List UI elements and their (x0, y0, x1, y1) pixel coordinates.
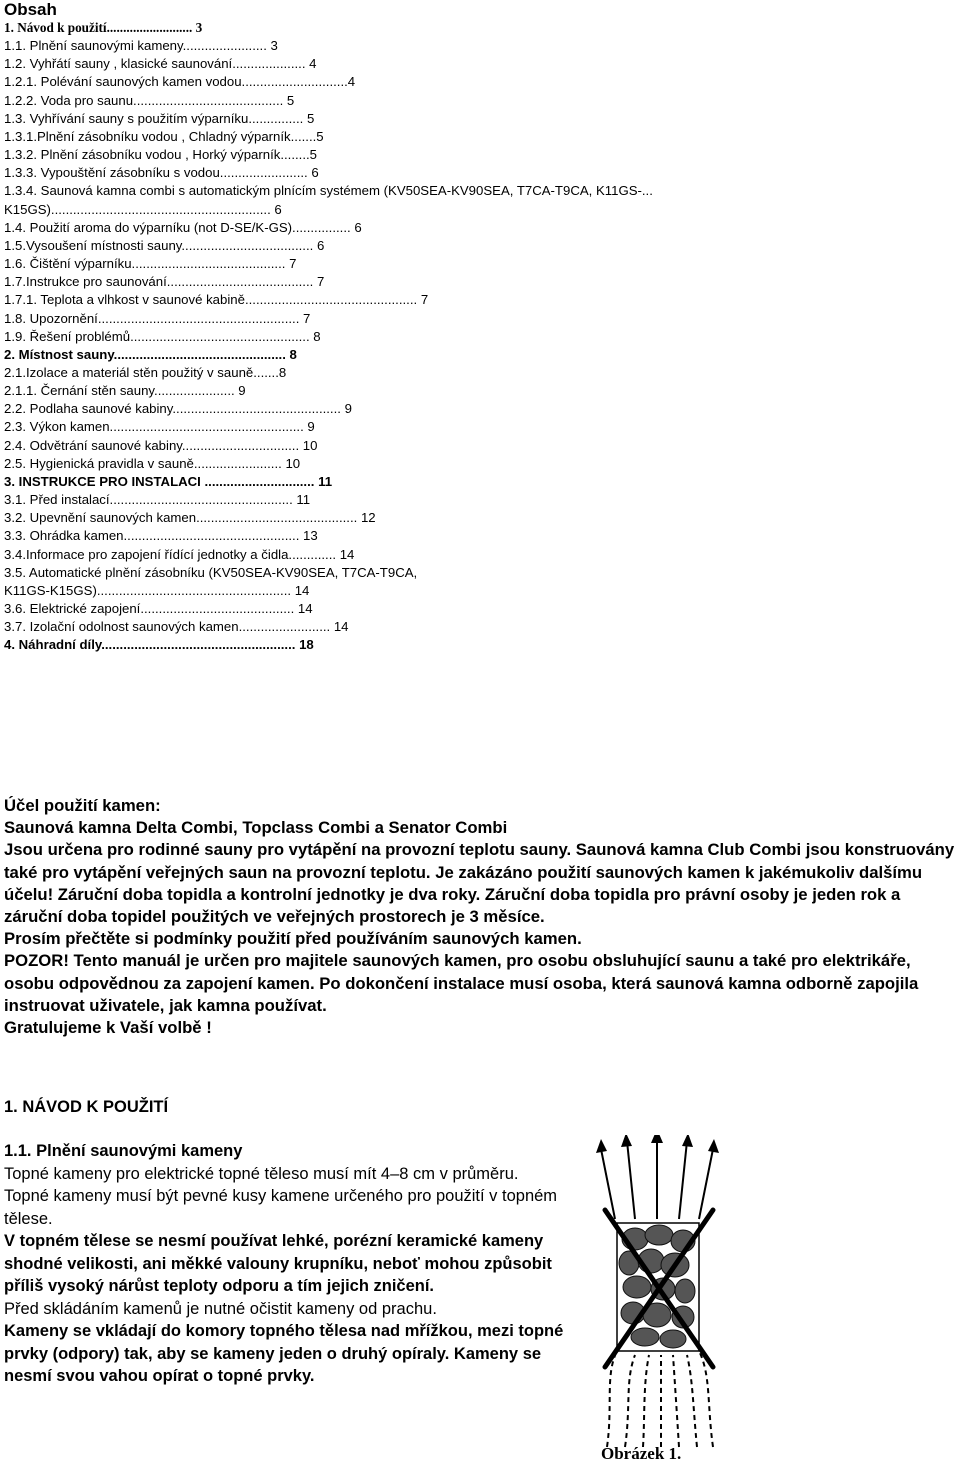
toc-entry: K11GS-K15GS)..................................................... 14 (4, 582, 310, 598)
placement-paragraph: Kameny se vkládají do komory topného tělesa nad mřížkou, mezi topné prvky (odpory) tak, aby se kameny jeden o druhý opíraly. Kameny se nesmí svou vahou opírat o topné prvky. (4, 1322, 564, 1385)
cleaning-paragraph: Před skládáním kamenů je nutné očistit kameny od prachu. (4, 1299, 437, 1318)
forbidden-stones-paragraph: V topném tělese se nesmí používat lehké, porézní keramické kameny shodné velikosti, ani měkké valouny krupníku, neboť mohou způsobit příliš vysoký nárůst teploty odporu a tím jejich zničení. (4, 1232, 552, 1295)
intro-purpose-paragraph: Jsou určena pro rodinné sauny pro vytápění na provozní teplotu sauny. Saunová kamna Club Combi jsou konstruovány také pro vytápění veřejných saun na provozní teplotu. Je zakázáno použití saunových kamen k jakémukoliv dalšímu účelu! Záruční doba topidla a kontrolní jednotky je dva roky. Záruční doba topidla pro právní osoby je jeden rok a záruční doba topidel použitých ve veřejných prostorech je 3 měsíce. (4, 840, 955, 927)
toc-entry: 4. Náhradní díly..................................................... 18 (4, 637, 314, 653)
toc-entry: 1.3.3. Vypouštění zásobníku s vodou........................ 6 (4, 165, 319, 181)
intro-read-conditions: Prosím přečtěte si podmínky použití před používáním saunových kamen. (4, 929, 582, 949)
toc-entry: 1.4. Použití aroma do výparníku (not D-SE/K-GS)................ 6 (4, 219, 362, 235)
intro-product-line: Saunová kamna Delta Combi, Topclass Combi a Senator Combi (4, 818, 508, 838)
toc-entry: 3.6. Elektrické zapojení.......................................... 14 (4, 601, 313, 616)
toc-entry: 3.3. Ohrádka kamen................................................ 13 (4, 528, 318, 544)
figure-caption: Obrázek 1. (601, 1444, 682, 1463)
toc-entry: 1.3.1.Plnění zásobníku vodou , Chladný výparník.......5 (4, 128, 324, 144)
toc-entry: 1.9. Řešení problémů................................................. 8 (4, 328, 321, 344)
toc-title: Obsah (4, 0, 57, 19)
toc-entry: 1.2.2. Voda pro saunu......................................... 5 (4, 92, 295, 108)
toc-entry: 1. Návod k použití.......................... 3 (4, 20, 203, 35)
intro-warning-paragraph: POZOR! Tento manuál je určen pro majitele saunových kamen, pro osobu obsluhující saunu a také pro elektrikáře, osobu odpovědnou za zapojení kamen. Po dokončení instalace musí osoba, která saunová kamna odborně zapojila instruovat uživatele, jak kamna používat. (4, 951, 919, 1015)
toc-entry: 1.5.Vysoušení místnosti sauny.................................... 6 (4, 237, 325, 253)
toc-entry: 2.4. Odvětrání saunové kabiny................................ 10 (4, 437, 318, 453)
section-body (4, 1140, 564, 1388)
toc-entry: 1.3.4. Saunová kamna combi s automatickým plnícím systémem (KV50SEA-KV90SEA, T7CA-T9CA, K11GS-... (4, 183, 653, 199)
toc-entry: 3.1. Před instalací.................................................. 11 (4, 492, 311, 508)
toc-entry: K15GS)............................................................ 6 (4, 201, 282, 217)
toc-entry: 2.5. Hygienická pravidla v sauně........................ 10 (4, 455, 301, 471)
subsection-title: 1.1. Plnění saunovými kameny (4, 1142, 243, 1160)
stone-size-paragraph: Topné kameny pro elektrické topné těleso musí mít 4–8 cm v průměru. Topné kameny musí být pevné kusy kamene určeného pro použití v topném tělese. (4, 1164, 558, 1228)
toc-entry: 2.2. Podlaha saunové kabiny.............................................. 9 (4, 401, 352, 417)
toc-entry: 3. INSTRUKCE PRO INSTALACI .............................. 11 (4, 473, 333, 489)
intro-congratulations: Gratulujeme k Vaší volbě ! (4, 1018, 212, 1038)
toc-entry: 1.3.2. Plnění zásobníku vodou , Horký výparník........5 (4, 147, 318, 163)
crossed-out-stone-heater-icon (595, 1135, 720, 1450)
toc-entry: 1.1. Plnění saunovými kameny....................... 3 (4, 38, 278, 54)
toc-entry: 1.7.Instrukce pro saunování........................................ 7 (4, 274, 325, 290)
section-title: 1. NÁVOD K POUŽITÍ (4, 1098, 169, 1116)
intro-section (4, 795, 956, 1039)
intro-heading: Účel použití kamen: (4, 796, 161, 815)
toc-entry: 1.7.1. Teplota a vlhkost v saunové kabině............................................... 7 (4, 292, 429, 308)
toc-entry: 1.6. Čištění výparníku.......................................... 7 (4, 256, 297, 272)
toc-entry: 3.2. Upevnění saunových kamen............................................ 12 (4, 510, 376, 526)
toc-entry: 3.7. Izolační odolnost saunových kamen......................... 14 (4, 619, 349, 635)
toc-entry: 1.3. Vyhřívání sauny s použitím výparníku............... 5 (4, 110, 315, 126)
table-of-contents (4, 19, 954, 654)
toc-entry: 1.2. Vyhřátí sauny , klasické saunování.................... 4 (4, 56, 317, 72)
toc-entry: 3.5. Automatické plnění zásobníku (KV50SEA-KV90SEA, T7CA-T9CA, (4, 564, 418, 580)
toc-entry: 1.2.1. Polévání saunových kamen vodou.............................4 (4, 74, 356, 90)
toc-entry: 2.3. Výkon kamen..................................................... 9 (4, 419, 315, 435)
toc-entry: 2.1.Izolace a materiál stěn použitý v sauně.......8 (4, 364, 287, 380)
toc-entry: 2.1.1. Černání stěn sauny...................... 9 (4, 383, 246, 399)
toc-entry: 1.8. Upozornění....................................................... 7 (4, 310, 311, 326)
toc-entry: 2. Místnost sauny............................................... 8 (4, 346, 297, 362)
toc-entry: 3.4.Informace pro zapojení řídící jednotky a čidla............. 14 (4, 546, 355, 562)
